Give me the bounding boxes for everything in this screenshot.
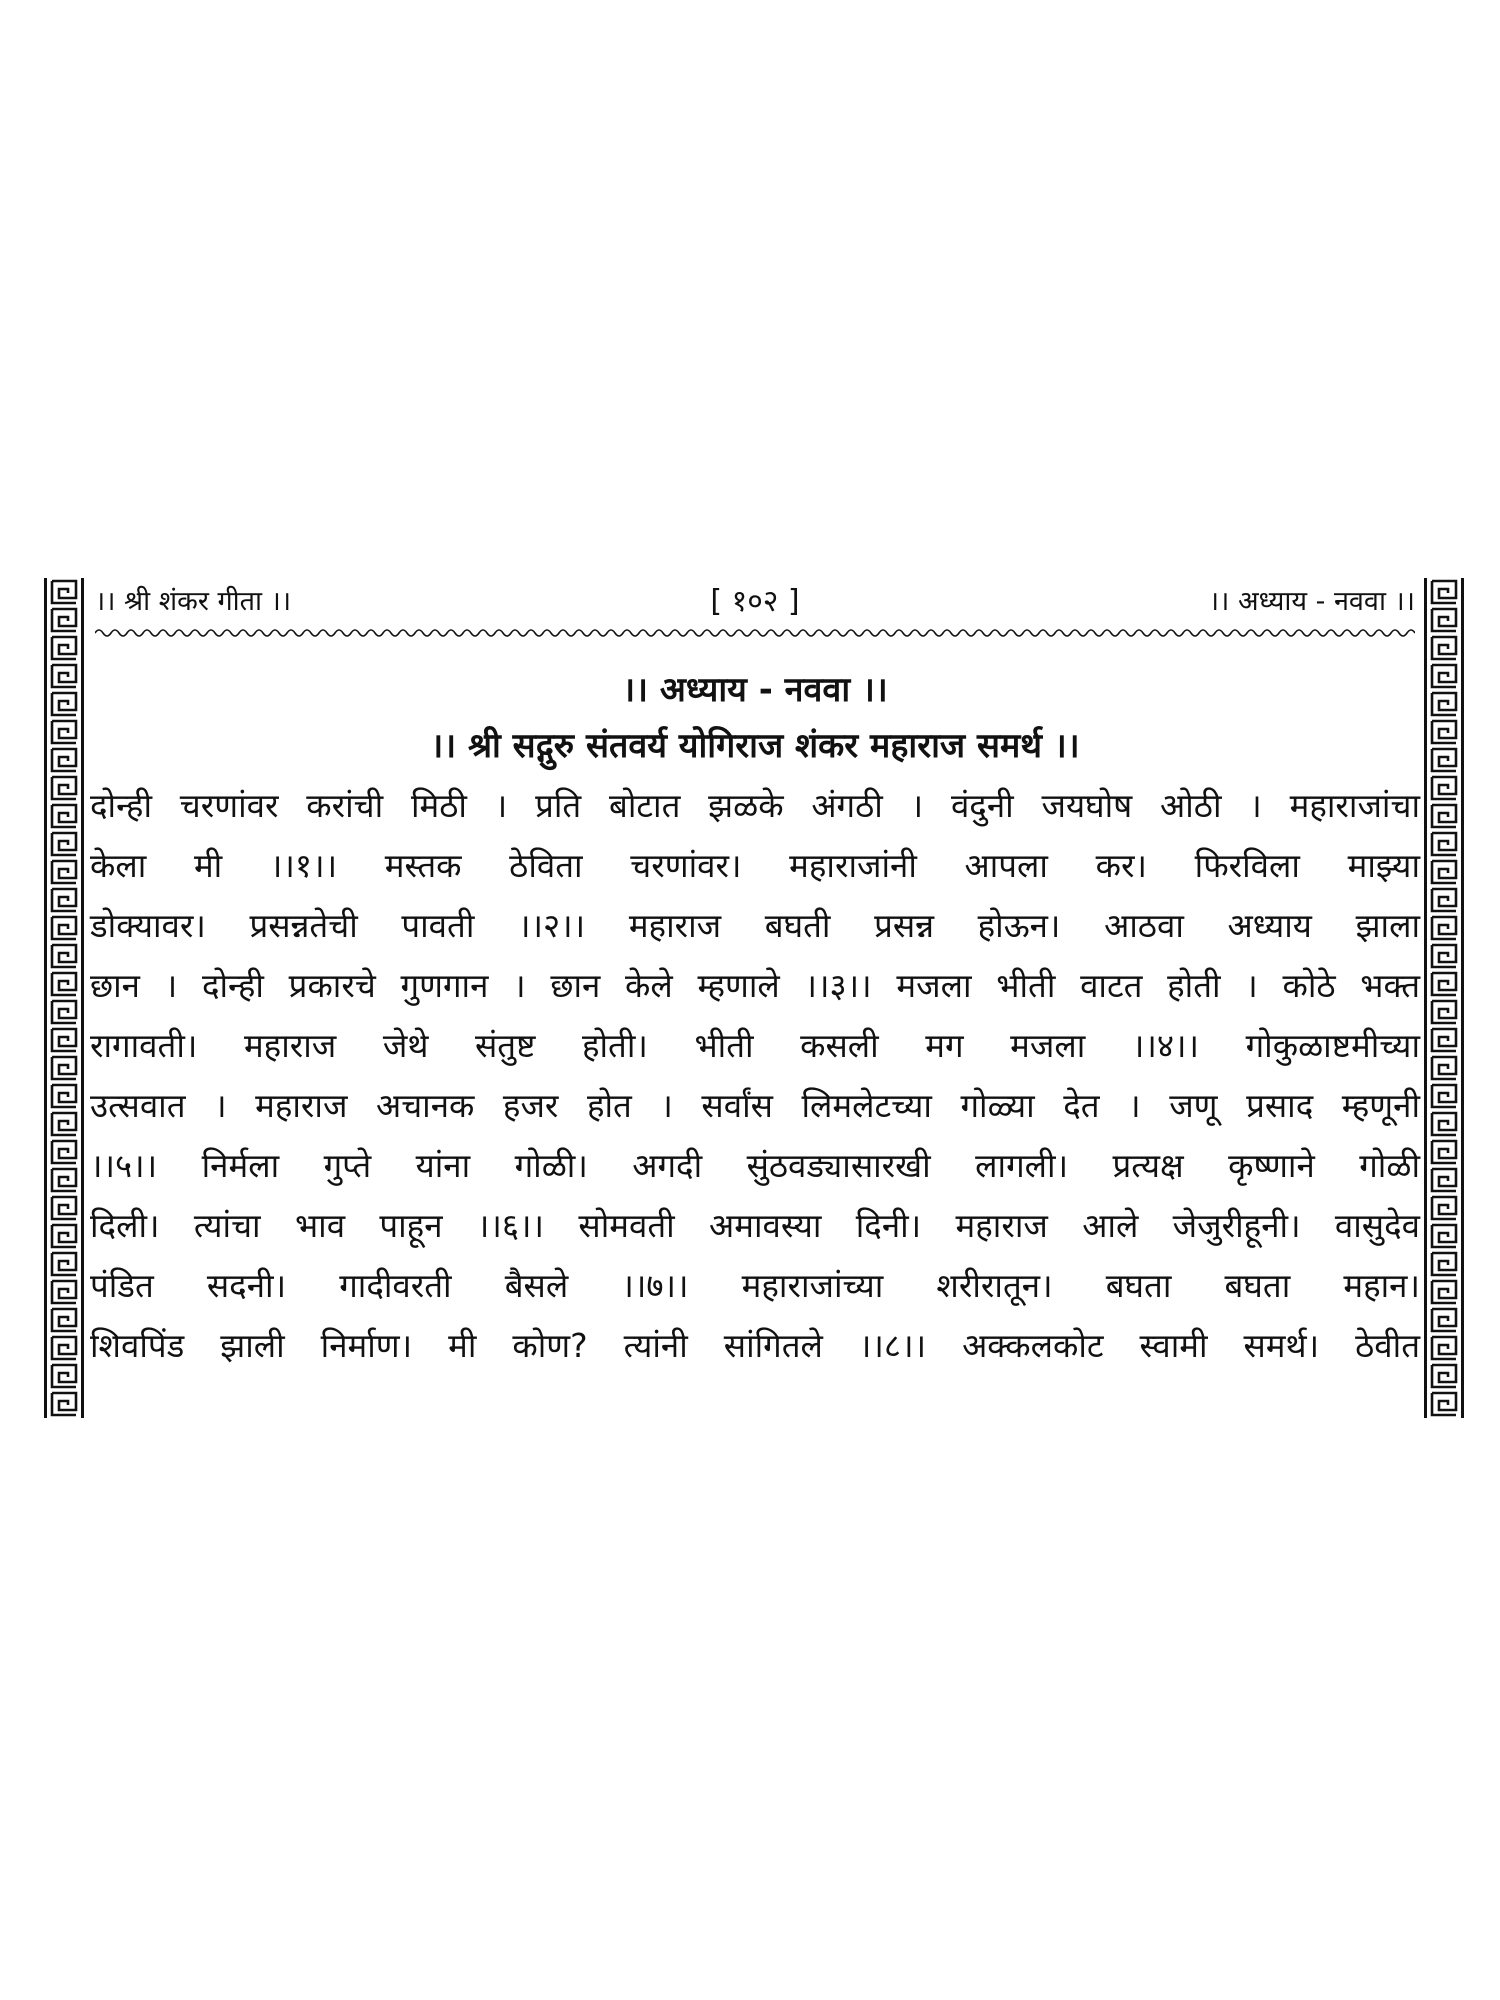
- running-header: [95, 580, 1415, 624]
- verse-line: शिवपिंड झाली निर्माण। मी कोण? त्यांनी सांगितले ।।८।। अक्कलकोट स्वामी समर्थ। ठेवीत: [90, 1326, 1420, 1365]
- verse-line: पंडित सदनी। गादीवरती बैसले ।।७।। महाराजांच्या शरीरातून। बघता बघता महान।: [90, 1266, 1420, 1305]
- greek-key-pattern-icon: [1427, 578, 1461, 1418]
- verse-line: दिली। त्यांचा भाव पाहून ।।६।। सोमवती अमावस्या दिनी। महाराज आले जेजुरीहूनी। वासुदेव: [90, 1206, 1420, 1245]
- wavy-divider: [95, 626, 1415, 640]
- verse-line: केला मी ।।१।। मस्तक ठेविता चरणांवर। महाराजांनी आपला कर। फिरविला माझ्या: [90, 846, 1420, 885]
- verse-line: छान । दोन्ही प्रकारचे गुणगान । छान केले म्हणाले ।।३।। मजला भीती वाटत होती । कोठे भक्त: [90, 966, 1420, 1005]
- chapter-title: ।। अध्याय - नववा ।।: [622, 670, 888, 710]
- verse-line: रागावती। महाराज जेथे संतुष्ट होती। भीती कसली मग मजला ।।४।। गोकुळाष्टमीच्या: [90, 1026, 1420, 1065]
- right-greek-key-border: [1424, 578, 1464, 1418]
- verse-line: दोन्ही चरणांवर करांची मिठी । प्रति बोटात झळके अंगठी । वंदुनी जयघोष ओठी । महाराजांचा: [90, 786, 1420, 825]
- greek-key-pattern-icon: [47, 578, 81, 1418]
- left-greek-key-border: [44, 578, 84, 1418]
- chapter-header: ।। अध्याय - नववा ।।: [1208, 586, 1415, 617]
- book-title-header: ।। श्री शंकर गीता ।।: [95, 586, 292, 617]
- page-number: [ १०२ ]: [710, 584, 800, 619]
- verse-body: [90, 776, 1420, 1376]
- invocation-title: ।। श्री सद्गुरु संतवर्य योगिराज शंकर महाराज समर्थ ।।: [430, 726, 1080, 766]
- verse-line: ।।५।। निर्मला गुप्ते यांना गोळी। अगदी सुंठवड्यासारखी लागली। प्रत्यक्ष कृष्णाने गोळी: [90, 1146, 1420, 1185]
- verse-line: उत्सवात । महाराज अचानक हजर होत । सर्वांस लिमलेटच्या गोळ्या देत । जणू प्रसाद म्हणूनी: [90, 1086, 1420, 1125]
- verse-line: डोक्यावर। प्रसन्नतेची पावती ।।२।। महाराज बघती प्रसन्न होऊन। आठवा अध्याय झाला: [90, 906, 1420, 945]
